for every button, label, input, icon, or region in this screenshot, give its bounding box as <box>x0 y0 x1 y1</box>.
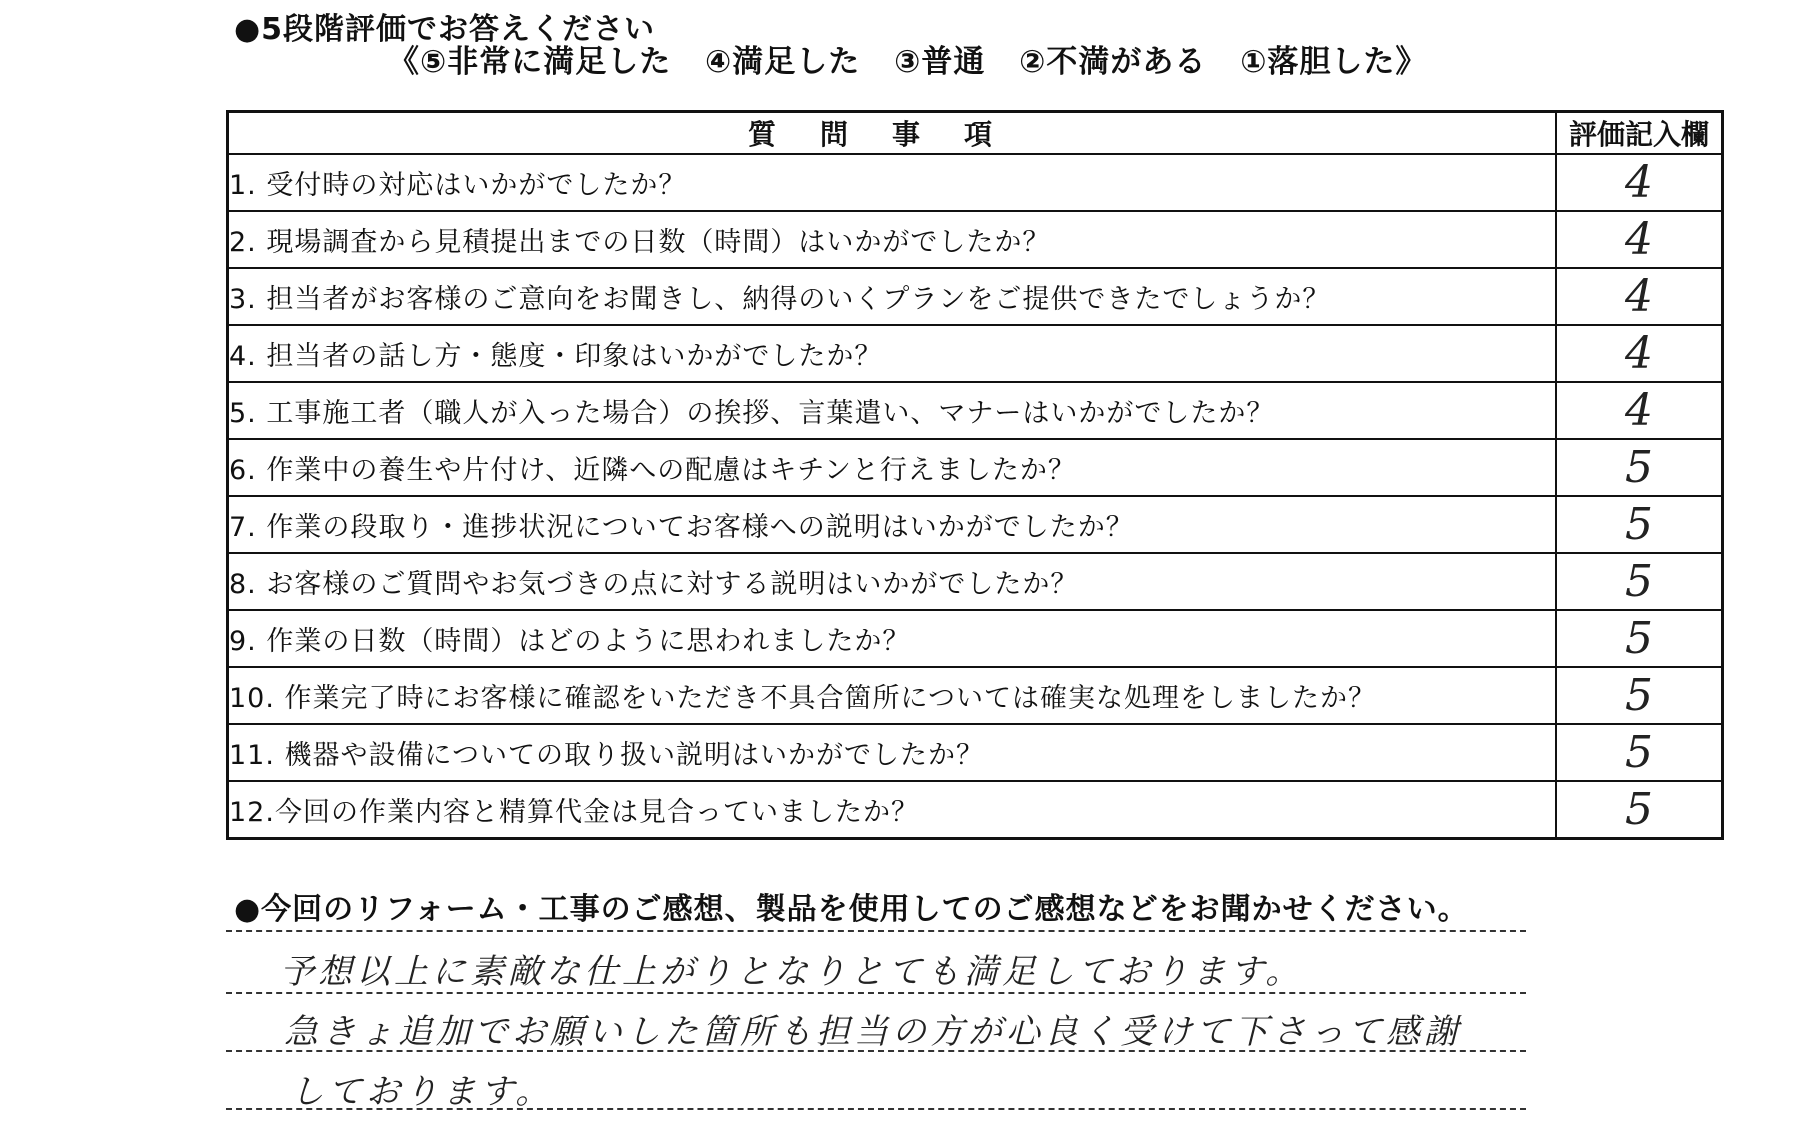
rating-value: 4 <box>1556 268 1723 325</box>
question-text: 8. お客様のご質問やお気づきの点に対する説明はいかがでしたか？ <box>228 553 1557 610</box>
rating-column-header: 評価記入欄 <box>1556 112 1723 155</box>
handwritten-comment-line: 急きょ追加でお願いした箇所も担当の方が心良く受けて下さって感謝 <box>284 1012 1462 1052</box>
table-header-row <box>228 112 1723 155</box>
table-row <box>228 781 1723 839</box>
rating-value: 5 <box>1556 496 1723 553</box>
table-row <box>228 439 1723 496</box>
question-text: 6. 作業中の養生や片付け、近隣への配慮はキチンと行えましたか？ <box>228 439 1557 496</box>
handwritten-comment-line: しております。 <box>290 1072 554 1112</box>
rating-value: 4 <box>1556 211 1723 268</box>
table-row <box>228 154 1723 211</box>
question-text: 11. 機器や設備についての取り扱い説明はいかがでしたか？ <box>228 724 1557 781</box>
table-row <box>228 553 1723 610</box>
rating-value: 5 <box>1556 439 1723 496</box>
table-row <box>228 268 1723 325</box>
question-text: 12.今回の作業内容と精算代金は見合っていましたか？ <box>228 781 1557 839</box>
scale-item-5: 《⑤非常に満足した <box>388 44 672 80</box>
scale-item-1: ①落胆した》 <box>1240 44 1428 80</box>
question-text: 4. 担当者の話し方・態度・印象はいかがでしたか？ <box>228 325 1557 382</box>
rating-value: 5 <box>1556 724 1723 781</box>
rating-value: 5 <box>1556 667 1723 724</box>
table-row <box>228 496 1723 553</box>
writing-line <box>226 930 1526 932</box>
table-row <box>228 667 1723 724</box>
scale-item-2: ②不満がある <box>1019 44 1207 80</box>
scale-item-3: ③普通 <box>894 44 986 80</box>
table-row <box>228 325 1723 382</box>
rating-value: 4 <box>1556 325 1723 382</box>
table-row <box>228 211 1723 268</box>
rating-value: 5 <box>1556 781 1723 839</box>
handwritten-comment-line: 予想以上に素敵な仕上がりとなりとても満足しております。 <box>280 952 1304 992</box>
writing-line <box>226 1050 1526 1052</box>
rating-value: 4 <box>1556 382 1723 439</box>
question-text: 1. 受付時の対応はいかがでしたか？ <box>228 154 1557 211</box>
question-text: 7. 作業の段取り・進捗状況についてお客様への説明はいかがでしたか？ <box>228 496 1557 553</box>
rating-value: 5 <box>1556 553 1723 610</box>
table-row <box>228 382 1723 439</box>
rating-value: 5 <box>1556 610 1723 667</box>
instructions-heading: ●5段階評価でお答えください <box>234 12 656 47</box>
table-row <box>228 610 1723 667</box>
question-text: 10. 作業完了時にお客様に確認をいただき不具合箇所については確実な処理をしましたか？ <box>228 667 1557 724</box>
writing-line <box>226 1108 1526 1110</box>
question-text: 9. 作業の日数（時間）はどのように思われましたか？ <box>228 610 1557 667</box>
question-text: 3. 担当者がお客様のご意向をお聞きし、納得のいくプランをご提供できたでしょうか？ <box>228 268 1557 325</box>
question-text: 5. 工事施工者（職人が入った場合）の挨拶、言葉遣い、マナーはいかがでしたか？ <box>228 382 1557 439</box>
rating-scale-legend <box>388 36 1449 81</box>
comments-heading: ●今回のリフォーム・工事のご感想、製品を使用してのご感想などをお聞かせください。 <box>234 892 1469 927</box>
table-row <box>228 724 1723 781</box>
scale-item-4: ④満足した <box>705 44 861 80</box>
writing-line <box>226 992 1526 994</box>
survey-table <box>226 110 1724 840</box>
question-text: 2. 現場調査から見積提出までの日数（時間）はいかがでしたか？ <box>228 211 1557 268</box>
question-column-header: 質問事項 <box>228 112 1557 155</box>
rating-value: 4 <box>1556 154 1723 211</box>
